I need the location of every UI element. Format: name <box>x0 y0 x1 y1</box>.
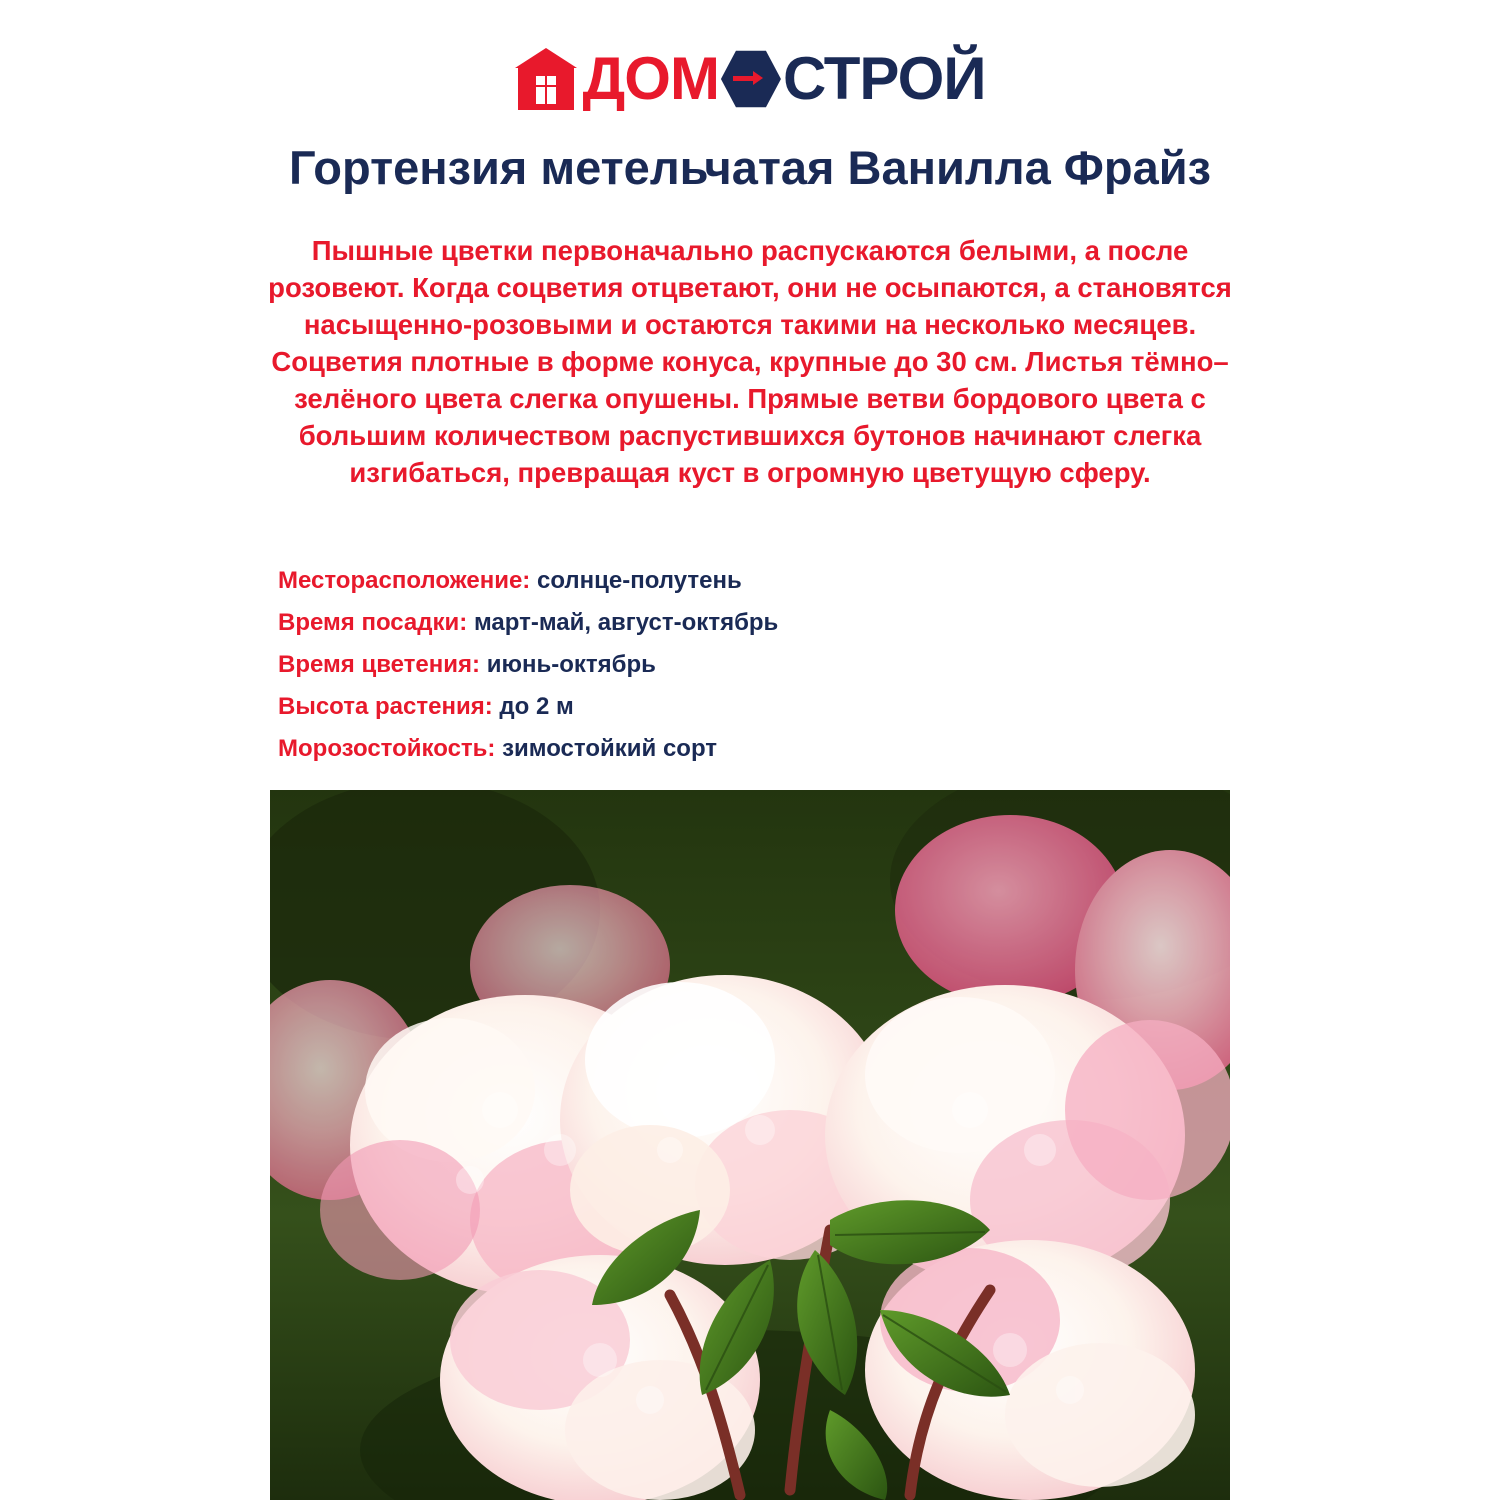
product-description: Пышные цветки первоначально распускаются белыми, а после розовеют. Когда соцветия отцветают, они не осыпаются, а становятся насыщенно-розовыми и остаются такими на несколько месяцев. Соцветия плотные в форме конуса, крупные до 30 см. Листья тёмно–зелёного цвета слегка опушены. Прямые ветви бордового цвета с большим количеством распустившихся бутонов начинают слегка изгибаться, превращая куст в огромную цветущую сферу. <box>268 235 1232 488</box>
spec-label: Время посадки: <box>278 609 468 636</box>
brand-logo <box>0 45 1500 112</box>
spec-row <box>278 560 1278 602</box>
spec-value: зимостойкий сорт <box>502 735 718 762</box>
hex-arrow-icon <box>721 49 781 109</box>
brand-name-first: ДОМ <box>582 45 719 112</box>
spec-label: Высота растения: <box>278 693 493 720</box>
spec-value: июнь-октябрь <box>486 651 656 678</box>
spec-list <box>278 560 1278 770</box>
spec-row <box>278 644 1278 686</box>
spec-value: март-май, август-октябрь <box>473 609 779 636</box>
page-title: Гортензия метельчатая Ванилла Фрайз <box>288 141 1211 194</box>
spec-label: Морозостойкость: <box>278 735 496 762</box>
house-icon <box>515 48 577 110</box>
spec-label: Месторасположение: <box>278 567 531 594</box>
spec-row <box>278 728 1278 770</box>
spec-value: солнце-полутень <box>536 567 742 594</box>
spec-row <box>278 602 1278 644</box>
spec-row <box>278 686 1278 728</box>
spec-label: Время цветения: <box>278 651 481 678</box>
product-photo <box>270 790 1230 1500</box>
spec-value: до 2 м <box>499 693 574 720</box>
hydrangea-illustration <box>270 790 1230 1500</box>
brand-name-second: СТРОЙ <box>782 45 986 112</box>
